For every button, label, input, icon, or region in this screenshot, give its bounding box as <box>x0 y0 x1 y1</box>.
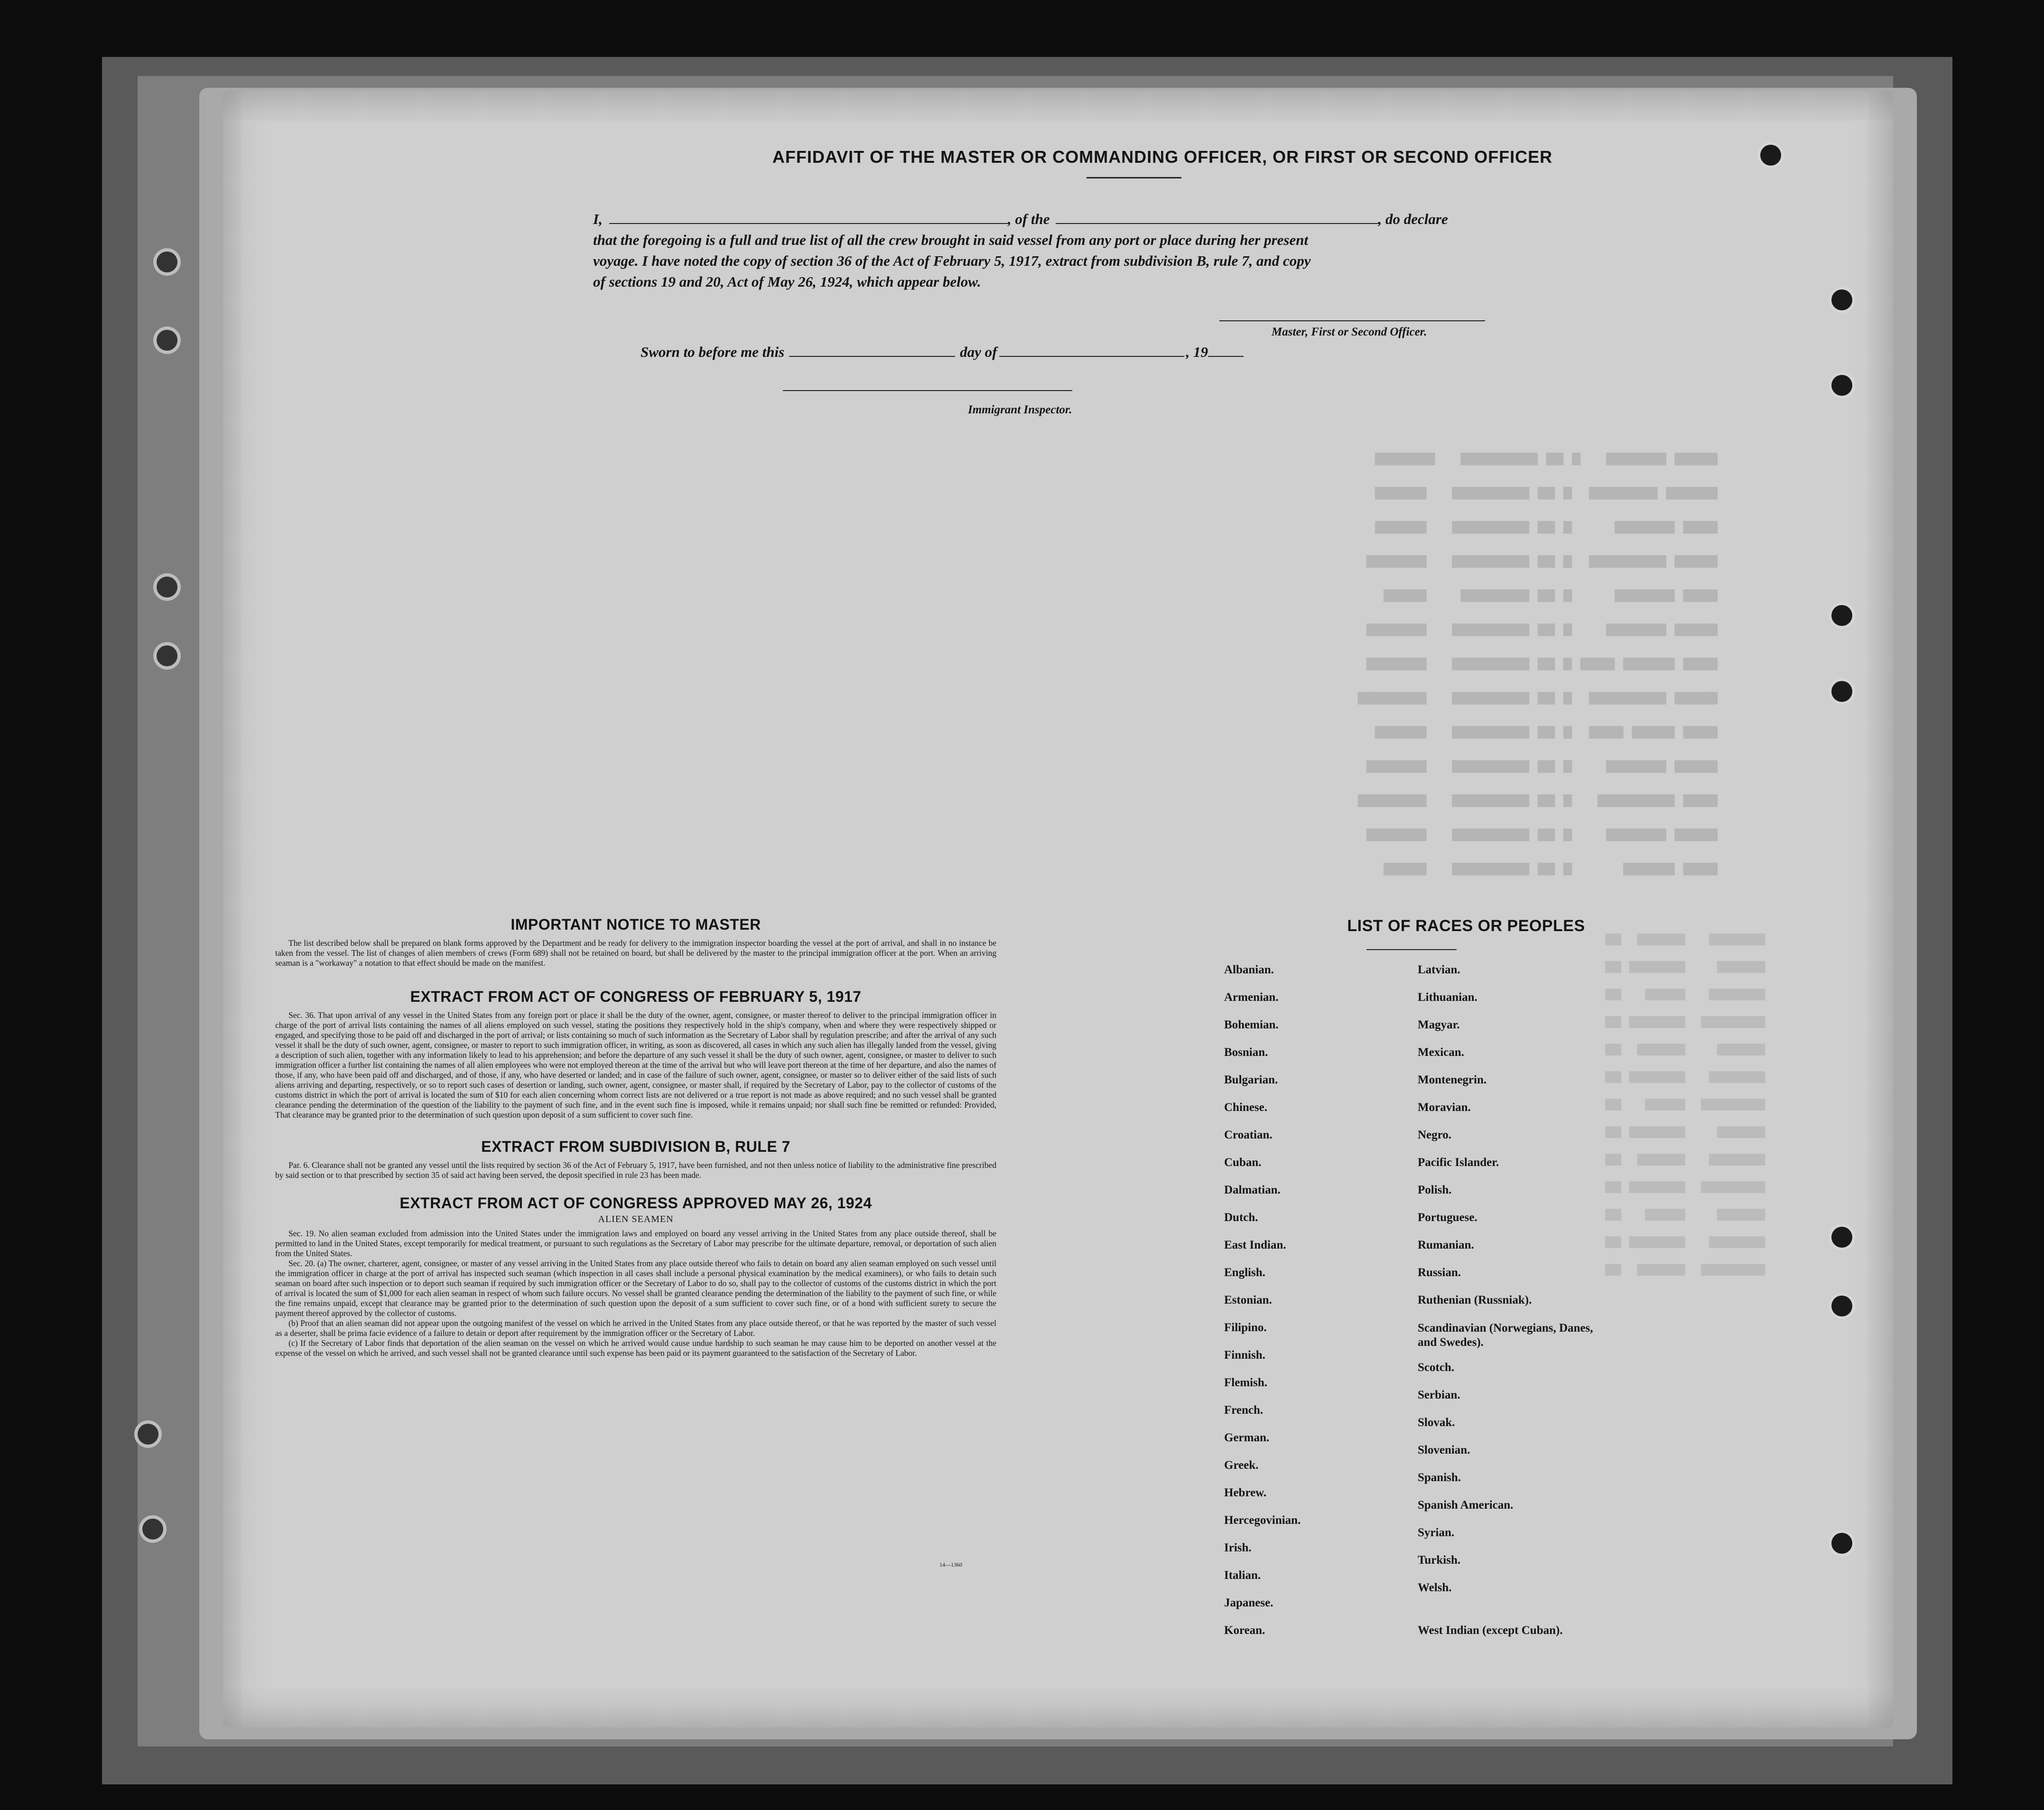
race-item: Albanian. <box>1224 963 1274 976</box>
sworn-line <box>641 342 1244 361</box>
extract-1917-title: EXTRACT FROM ACT OF CONGRESS OF FEBRUARY 5, 1917 <box>410 988 862 1005</box>
manifest-page <box>223 90 1893 1727</box>
race-item: Russian. <box>1418 1266 1461 1279</box>
extract-1917-paragraph: Sec. 36. That upon arrival of any vessel in the United States from any foreign port or place it shall be the duty of the owner, agent, consignee, or master thereof to deliver to the principal immigration officer in charge of the port of arrival lists containing the names of all aliens employed on such vessel, stating the positions they respectively hold in the ship's company, when and where they were respectively shipped or engaged, and specifying those to be paid off and discharged in the port of arrival; or lists containing so much of such information as the Secretary of Labor shall by regulation prescribe; and after the arrival of any such vessel it shall be the duty of such owner, agent, consignee, or master to report to such immigration officer, in writing, as soon as discovered, all cases in which any such alien has illegally landed from the vessel, giving a description of such alien, together with any information likely to lead to his apprehension; and before the departure of any such vessel it shall be the duty of such owner, agent, consignee, or master to deliver to such immigration officer a further list containing the names of all alien employees who were not employed thereon at the time of the arrival but who will leave port thereon at the time of her departure, and also the names of those, if any, who have been paid off and discharged, and of those, if any, who have deserted or landed; and in case of the failure of such owner, agent, consignee, or master so to deliver either of the said lists of such aliens arriving and departing, respectively, or so to report such cases of desertion or landing, such owner, agent, consignee, or master shall, if required by the Secretary of Labor, pay to the collector of customs of the customs district in which the port of arrival is located the sum of $10 for each alien concerning whom correct lists are not delivered or a true report is not made as above required; and no such vessel shall be granted clearance pending the determination of the question of the liability to the payment of such fine, and in the event such fine is imposed, while it remains unpaid; nor shall such fine be remitted or refunded: Provided, That clearance may be granted prior to the determination of such question upon deposit of a sum sufficient to cover such fine. <box>275 1010 996 1120</box>
race-item: Moravian. <box>1418 1101 1471 1114</box>
sworn-day-of: day of <box>960 344 997 360</box>
punch-hole <box>1831 1227 1852 1248</box>
race-item: Dalmatian. <box>1224 1184 1281 1196</box>
race-item: Rumanian. <box>1418 1239 1474 1251</box>
inspector-signature-line[interactable] <box>783 390 1072 391</box>
race-item: Syrian. <box>1418 1526 1455 1539</box>
title-underline <box>1087 177 1181 178</box>
race-item: Negro. <box>1418 1129 1452 1141</box>
extract-rule7-text <box>275 1160 996 1180</box>
race-item: Serbian. <box>1418 1389 1460 1401</box>
race-item: Finnish. <box>1224 1349 1265 1362</box>
inspector-label: Immigrant Inspector. <box>968 403 1072 416</box>
race-item: Hebrew. <box>1224 1486 1267 1499</box>
race-item: Irish. <box>1224 1541 1252 1554</box>
bleed-through-text: ▆▆▆▆▆ ▆▆▆▆▆▆▆ ▆ ▆▆ ▆▆▆▆▆▆▆▆▆ ▆▆▆▆▆▆▆ ▆▆▆▆▆▆ ▆▆▆▆▆▆▆▆ ▆ ▆▆ ▆▆▆▆▆▆▆▆▆ ▆▆▆▆▆▆ ▆▆▆▆ ▆▆▆▆▆▆▆ ▆ ▆▆ ▆▆▆▆▆▆▆▆▆ ▆▆▆▆▆▆ ▆▆▆▆▆ ▆▆▆▆▆▆▆▆▆ ▆ ▆▆ ▆▆▆▆▆▆▆▆▆ ▆▆▆▆▆▆▆ ▆▆▆▆ ▆▆▆▆▆▆▆ ▆ ▆▆ ▆▆▆▆▆▆▆▆ ▆▆▆▆▆ ▆▆▆▆▆ ▆▆▆▆▆▆▆ ▆ ▆▆ ▆▆▆▆▆▆▆▆▆ ▆▆▆▆▆▆▆ ▆▆▆▆ ▆▆▆▆▆▆ ▆▆▆▆ ▆ ▆▆ ▆▆▆▆▆▆▆▆▆ ▆▆▆▆▆▆▆ ▆▆▆▆▆ ▆▆▆▆▆▆▆▆▆ ▆ ▆▆ ▆▆▆▆▆▆▆▆▆ ▆▆▆▆▆▆▆▆ ▆▆▆▆ ▆▆▆▆▆ ▆▆▆▆ ▆ ▆▆ ▆▆▆▆▆▆▆▆▆ ▆▆▆▆▆▆ ▆▆▆▆▆ ▆▆▆▆▆▆▆ ▆ ▆▆ ▆▆▆▆▆▆▆▆▆ ▆▆▆▆▆▆▆ ▆▆▆▆ ▆▆▆▆▆▆▆▆▆ ▆ ▆▆ ▆▆▆▆▆▆▆▆▆ ▆▆▆▆▆▆▆▆ ▆▆▆▆▆ ▆▆▆▆▆▆▆ ▆ ▆▆ ▆▆▆▆▆▆▆▆▆ ▆▆▆▆▆▆▆ ▆▆▆▆ ▆▆▆▆▆▆ ▆ ▆▆ ▆▆▆▆▆▆▆▆▆ ▆▆▆▆▆ <box>1357 450 1718 877</box>
race-item: Bohemian. <box>1224 1018 1279 1031</box>
notice-text <box>275 938 996 968</box>
master-signature-line[interactable] <box>1219 320 1485 321</box>
race-item: Pacific Islander. <box>1418 1156 1499 1169</box>
sec-20b-paragraph: (b) Proof that an alien seaman did not appear upon the outgoing manifest of the vessel on which he arrived in the United States from any place outside thereof, or that he was reported by the master of such vessel as a deserter, shall be prima facie evidence of a failure to detain or deport after requirement by the immigration officer or the Secretary of Labor. <box>275 1318 996 1338</box>
extract-1924-title: EXTRACT FROM ACT OF CONGRESS APPROVED MAY 26, 1924 <box>400 1194 872 1212</box>
race-item: Dutch. <box>1224 1211 1258 1224</box>
declarant-prefix: I, <box>593 211 603 227</box>
race-item: Polish. <box>1418 1184 1452 1196</box>
races-title-underline <box>1366 949 1457 950</box>
race-item: Filipino. <box>1224 1321 1267 1334</box>
declaration-text-line: voyage. I have noted the copy of section 36 of the Act of February 5, 1917, extract from subdivision B, rule 7, and copy <box>593 252 1311 269</box>
race-item: Scandinavian (Norwegians, Danes, and Swedes). <box>1418 1322 1593 1349</box>
race-item: Mexican. <box>1418 1046 1464 1059</box>
binder-hole <box>142 1519 163 1539</box>
race-item: Korean. <box>1224 1624 1265 1637</box>
sworn-year-prefix: , 19 <box>1186 344 1208 360</box>
race-item: Chinese. <box>1224 1101 1267 1114</box>
punch-hole <box>1831 681 1852 702</box>
race-item: Magyar. <box>1418 1018 1460 1031</box>
extract-rule7-title: EXTRACT FROM SUBDIVISION B, RULE 7 <box>481 1138 790 1155</box>
race-item: Portuguese. <box>1418 1211 1477 1224</box>
alien-seamen-subtitle: ALIEN SEAMEN <box>598 1214 674 1224</box>
sworn-month-field[interactable] <box>999 342 1184 357</box>
declare-text: , do declare <box>1378 211 1448 227</box>
race-item: East Indian. <box>1224 1239 1286 1251</box>
punch-hole <box>1831 1296 1852 1316</box>
punch-hole <box>1831 1533 1852 1554</box>
binder-hole <box>157 252 177 272</box>
notice-title: IMPORTANT NOTICE TO MASTER <box>511 916 761 933</box>
sec-19-paragraph: Sec. 19. No alien seaman excluded from admission into the United States under the immigration laws and employed on board any vessel arriving in the United States from any place outside thereof, shall be permitted to land in the United States, except temporarily for medical treatment, or pursuant to such regulations as the Secretary of Labor may prescribe for the ultimate departure, removal, or deportation of such alien from the United States. <box>275 1229 996 1258</box>
extract-1924-text <box>275 1229 996 1358</box>
race-item: Croatian. <box>1224 1129 1273 1141</box>
punch-hole <box>1760 145 1781 166</box>
race-item: Italian. <box>1224 1569 1261 1582</box>
vessel-name-field[interactable] <box>1056 209 1378 224</box>
declaration-text-line: that the foregoing is a full and true list of all the crew brought in said vessel from any port or place during her present <box>593 232 1309 248</box>
race-item: Spanish. <box>1418 1471 1461 1484</box>
punch-hole <box>1831 605 1852 626</box>
race-item: Lithuanian. <box>1418 991 1477 1004</box>
race-item: Turkish. <box>1418 1554 1461 1567</box>
notice-paragraph: The list described below shall be prepared on blank forms approved by the Department and be ready for delivery to the immigration inspector boarding the vessel at the port of arrival, and shall in no instance be taken from the vessel. The list of changes of alien members of crews (Form 689) shall not be retained on board, but shall be delivered by the master to the principal immigration officer at the port. When an arriving seaman is a "workaway" a notation to that effect should be made on the manifest. <box>275 938 996 968</box>
bleed-through-text: ▆▆▆▆▆▆▆ ▆▆▆▆▆▆ ▆▆ ▆▆▆▆▆▆ ▆▆▆▆▆▆▆ ▆▆ ▆▆▆▆▆▆▆ ▆▆▆▆▆ ▆▆ ▆▆▆▆▆▆▆▆ ▆▆▆▆▆▆▆ ▆▆ ▆▆▆▆▆▆ ▆▆▆▆▆▆ ▆▆ ▆▆▆▆▆▆▆ ▆▆▆▆▆▆▆ ▆▆ ▆▆▆▆▆▆▆▆ ▆▆▆▆▆ ▆▆ ▆▆▆▆▆▆ ▆▆▆▆▆▆▆ ▆▆ ▆▆▆▆▆▆▆ ▆▆▆▆▆▆ ▆▆ ▆▆▆▆▆▆▆▆ ▆▆▆▆▆▆▆ ▆▆ ▆▆▆▆▆▆ ▆▆▆▆▆ ▆▆ ▆▆▆▆▆▆▆ ▆▆▆▆▆▆▆ ▆▆ ▆▆▆▆▆▆▆▆ ▆▆▆▆▆▆ ▆▆ <box>1605 932 1765 1277</box>
sworn-day-field[interactable] <box>789 342 955 357</box>
race-item: Welsh. <box>1418 1581 1452 1594</box>
race-item: Montenegrin. <box>1418 1073 1487 1086</box>
race-item: Latvian. <box>1418 963 1460 976</box>
race-item: Bulgarian. <box>1224 1073 1278 1086</box>
sec-20a-paragraph: Sec. 20. (a) The owner, charterer, agent, consignee, or master of any vessel arriving in the United States from any place outside thereof who fails to detain on board any alien seaman employed on such vessel until the immigration officer in charge at the port of arrival has inspected such seaman (which inspection in all cases shall include a personal physical examination by the medical examiners), or who fails to detain such seaman on board after such inspection or to deport such seaman if required by such immigration officer or the Secretary of Labor to do so, shall pay to the collector of customs of the customs district in which the port of arrival is located the sum of $1,000 for each alien seaman in respect of whom such failure occurs. No vessel shall be granted clearance pending the determination of the liability to the payment of such fine, or while the fine remains unpaid, except that clearance may be granted prior to the determination of such question upon the deposit of a sum sufficient to cover such fine, or of a bond with sufficient surety to secure the payment thereof approved by the collector of customs. <box>275 1259 996 1318</box>
form-number: 14—1360 <box>939 1561 962 1568</box>
sworn-prefix: Sworn to before me this <box>641 344 785 360</box>
race-item: Greek. <box>1224 1459 1259 1472</box>
race-item: English. <box>1224 1266 1265 1279</box>
affidavit-title: AFFIDAVIT OF THE MASTER OR COMMANDING OFFICER, OR FIRST OR SECOND OFFICER <box>772 147 1553 167</box>
binder-hole <box>157 577 177 597</box>
race-item: Slovenian. <box>1418 1444 1470 1456</box>
vessel-connector: , of the <box>1007 211 1050 227</box>
punch-hole <box>1831 375 1852 396</box>
race-item: Spanish American. <box>1418 1499 1514 1511</box>
binder-hole <box>157 330 177 351</box>
binder-hole <box>157 645 177 666</box>
race-item: Armenian. <box>1224 991 1279 1004</box>
declarant-name-field[interactable] <box>609 209 1008 224</box>
race-item: French. <box>1224 1404 1264 1417</box>
race-item: Slovak. <box>1418 1416 1455 1429</box>
sec-20c-paragraph: (c) If the Secretary of Labor finds that deportation of the alien seaman on the vessel on which he arrived would cause undue hardship to such seaman he may cause him to be deported on another vessel at the expense of the vessel on which he arrived, and such vessel shall not be granted clearance until such expense has been paid or its payment guaranteed to the satisfaction of the Secretary of Labor. <box>275 1338 996 1358</box>
race-item: Ruthenian (Russniak). <box>1418 1294 1532 1306</box>
extract-1917-text <box>275 1010 996 1120</box>
declaration-line <box>593 209 1751 230</box>
master-signature-label: Master, First or Second Officer. <box>1272 326 1427 338</box>
race-item: Hercegovinian. <box>1224 1514 1301 1527</box>
sworn-year-field[interactable] <box>1208 342 1244 357</box>
binder-hole <box>138 1424 158 1445</box>
declaration-text-line: of sections 19 and 20, Act of May 26, 1924, which appear below. <box>593 273 981 290</box>
affidavit-body <box>593 209 1751 292</box>
races-title: LIST OF RACES OR PEOPLES <box>1347 917 1585 935</box>
race-item: Cuban. <box>1224 1156 1262 1169</box>
race-item: Estonian. <box>1224 1294 1272 1306</box>
race-item: Scotch. <box>1418 1361 1455 1374</box>
race-item: Flemish. <box>1224 1376 1267 1389</box>
notices-column <box>275 916 996 1358</box>
extract-rule7-paragraph: Par. 6. Clearance shall not be granted any vessel until the lists required by section 36 of the Act of February 5, 1917, have been furnished, and not then unless notice of liability to the administrative fine prescribed by said section or to that prescribed by section 35 of said act having been served, the deposit specified in rule 23 has been made. <box>275 1160 996 1180</box>
race-item: Japanese. <box>1224 1596 1273 1609</box>
race-item: Bosnian. <box>1224 1046 1268 1059</box>
race-item: German. <box>1224 1431 1270 1444</box>
race-item: West Indian (except Cuban). <box>1418 1624 1563 1637</box>
punch-hole <box>1831 289 1852 310</box>
